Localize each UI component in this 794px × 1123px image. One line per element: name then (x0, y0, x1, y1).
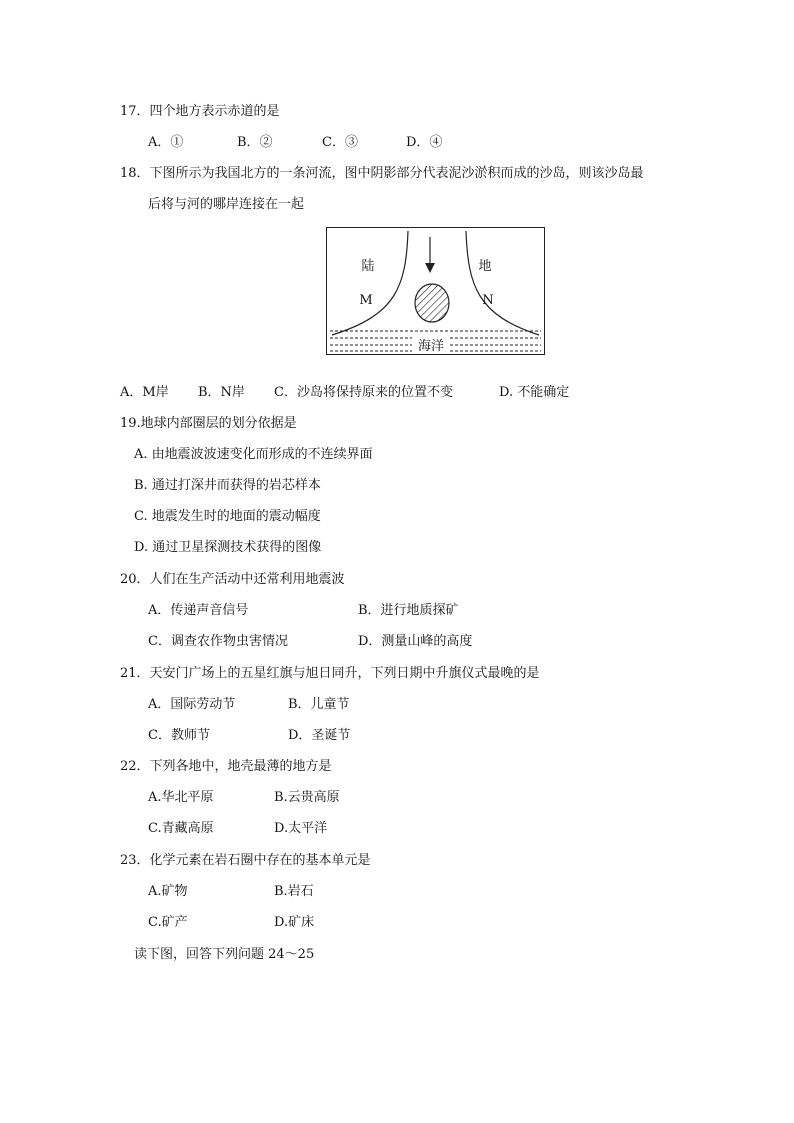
q22-stem: 22．下列各地中，地壳最薄的地方是 (120, 759, 332, 774)
q18-stem-line2: 后将与河的哪岸连接在一起 (148, 197, 305, 212)
q18-option-a: A．M岸 (120, 385, 169, 400)
sea-label: 海洋 (417, 339, 445, 354)
q23-option-c: C.矿产 (148, 915, 188, 930)
q23-option-a: A.矿物 (148, 884, 188, 899)
river-sandbar-figure (326, 227, 545, 355)
q17-stem: 17．四个地方表示赤道的是 (120, 104, 280, 119)
q20-stem: 20．人们在生产活动中还常利用地震波 (120, 572, 345, 587)
q17-option-b: B．② (237, 135, 273, 150)
q19-option-a: A. 由地震波波速变化而形成的不连续界面 (134, 447, 373, 462)
land-right-label: 地 (478, 259, 492, 274)
sandbar-island (415, 284, 449, 322)
q21-option-c: C．教师节 (148, 728, 210, 743)
q18-option-c: C．沙岛将保持原来的位置不变 (274, 385, 453, 400)
q22-option-a: A.华北平原 (148, 790, 214, 805)
q18-option-b: B．N岸 (198, 385, 245, 400)
q19-option-b: B. 通过打深井而获得的岩芯样本 (134, 478, 321, 493)
q19-stem: 19.地球内部圈层的划分依据是 (120, 416, 297, 431)
q20-option-d: D．测量山峰的高度 (358, 634, 473, 649)
bank-m-label: M (359, 293, 373, 308)
q21-option-d: D．圣诞节 (288, 728, 351, 743)
q20-option-c: C．调查农作物虫害情况 (148, 634, 288, 649)
q18-stem-line1: 18．下图所示为我国北方的一条河流，图中阴影部分代表泥沙淤积而成的沙岛，则该沙岛最 (120, 166, 644, 181)
q20-option-b: B．进行地质探矿 (358, 603, 459, 618)
q20-option-a: A．传递声音信号 (148, 603, 249, 618)
q17-option-d: D．④ (406, 135, 443, 150)
bank-n-label: N (482, 293, 494, 308)
q19-option-d: D. 通过卫星探测技术获得的图像 (134, 540, 322, 555)
q21-stem: 21．天安门广场上的五星红旗与旭日同升，下列日期中升旗仪式最晚的是 (120, 666, 540, 681)
q23-option-b: B.岩石 (274, 884, 314, 899)
q19-option-c: C. 地震发生时的地面的震动幅度 (134, 509, 321, 524)
q21-option-a: A．国际劳动节 (148, 697, 236, 712)
q18-option-d: D. 不能确定 (499, 385, 570, 400)
q22-option-d: D.太平洋 (274, 821, 328, 836)
q17-option-c: C．③ (322, 135, 358, 150)
q22-option-b: B.云贵高原 (274, 790, 340, 805)
q22-option-c: C.青藏高原 (148, 821, 214, 836)
q23-option-d: D.矿床 (274, 915, 315, 930)
q17-option-a: A．① (148, 135, 184, 150)
land-left-label: 陆 (361, 259, 375, 274)
read-figure-prompt: 读下图，回答下列问题 24～25 (134, 947, 315, 962)
q21-option-b: B．儿童节 (288, 697, 350, 712)
q23-stem: 23．化学元素在岩石圈中存在的基本单元是 (120, 853, 371, 868)
